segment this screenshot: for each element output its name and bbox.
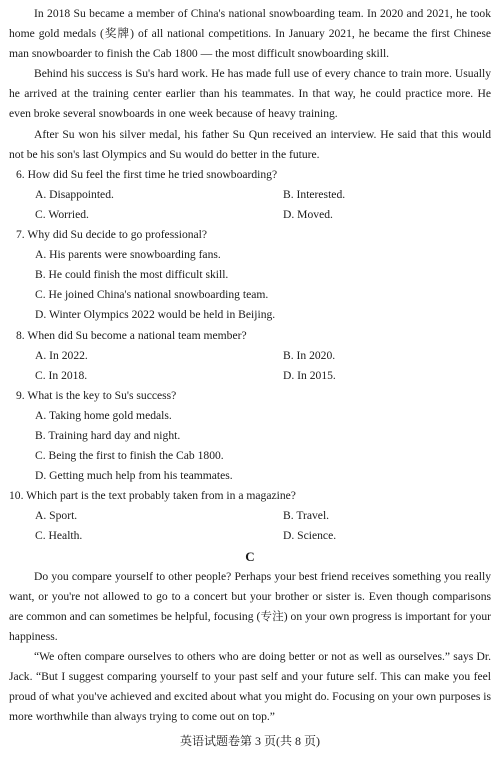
- option-a: A. In 2022.: [35, 348, 88, 362]
- question-7: [9, 225, 491, 325]
- option-c: C. He joined China's national snowboarding team.: [35, 288, 269, 302]
- passage-c: [9, 567, 491, 728]
- question-stem: 7. Why did Su decide to go professional?: [16, 228, 208, 242]
- option-a: A. Taking home gold medals.: [35, 408, 172, 422]
- paragraph: Do you compare yourself to other people? Perhaps your best friend receives something you really want, or you're not allowed to go to a concert but your brother or sister is. Even though comparisons are common and can sometimes be helpful, focusing (专注) on your own progress is important for your happiness.: [9, 569, 491, 643]
- option-a: A. Sport.: [35, 509, 78, 523]
- option-b: B. In 2020.: [283, 348, 336, 362]
- question-9: [9, 386, 491, 486]
- option-b: B. Interested.: [283, 187, 346, 201]
- question-stem: 8. When did Su become a national team member?: [16, 328, 247, 342]
- options: [9, 346, 491, 386]
- option-c: C. Being the first to finish the Cab 1800.: [35, 449, 224, 463]
- question-stem: 9. What is the key to Su's success?: [16, 388, 177, 402]
- options: [9, 245, 491, 325]
- option-c: C. Worried.: [35, 207, 89, 221]
- page-footer: 英语试题卷第 3 页(共 8 页): [180, 733, 320, 748]
- option-a: A. His parents were snowboarding fans.: [35, 248, 221, 262]
- paragraph: After Su won his silver medal, his father Su Qun received an interview. He said that this would not be his son's last Olympics and Su would do better in the future.: [9, 127, 491, 161]
- option-b: B. Training hard day and night.: [35, 428, 181, 442]
- question-stem: 6. How did Su feel the first time he tried snowboarding?: [16, 167, 278, 181]
- paragraph: “We often compare ourselves to others who are doing better or not as well as ourselves.” says Dr. Jack. “But I suggest comparing yourself to your past self and your future self. This can make you feel proud of what you've achieved and excited about what you might do. Focusing on your own purposes is more worthwhile than always trying to come out on top.”: [9, 650, 491, 724]
- options: [9, 185, 491, 225]
- options: [9, 506, 491, 546]
- option-a: A. Disappointed.: [35, 187, 114, 201]
- option-b: B. He could finish the most difficult skill.: [35, 268, 229, 282]
- option-b: B. Travel.: [283, 509, 330, 523]
- question-8: [9, 326, 491, 386]
- question-10: [9, 486, 491, 546]
- paragraph: In 2018 Su became a member of China's national snowboarding team. In 2020 and 2021, he took home gold medals (奖牌) of all national competitions. In January 2021, he became the first Chinese man snowboarder to finish the Cab 1800 — the most difficult snowboarding skill.: [9, 7, 491, 61]
- option-d: D. Winter Olympics 2022 would be held in Beijing.: [35, 308, 276, 322]
- section-heading: C: [245, 548, 255, 564]
- option-c: C. In 2018.: [35, 368, 88, 382]
- paragraph: Behind his success is Su's hard work. He has made full use of every chance to train more. Usually he arrived at the training center earlier than his teammates. In that way, he could practice more. He even broke several snowboards in one week because of heavy training.: [9, 67, 491, 121]
- option-d: D. In 2015.: [283, 368, 336, 382]
- passage-b: [9, 4, 491, 165]
- question-6: [9, 165, 491, 225]
- option-d: D. Getting much help from his teammates.: [35, 469, 233, 483]
- option-c: C. Health.: [35, 529, 83, 543]
- option-d: D. Moved.: [283, 207, 333, 221]
- option-d: D. Science.: [283, 529, 337, 543]
- options: [9, 406, 491, 486]
- question-stem: 10. Which part is the text probably taken from in a magazine?: [9, 489, 296, 503]
